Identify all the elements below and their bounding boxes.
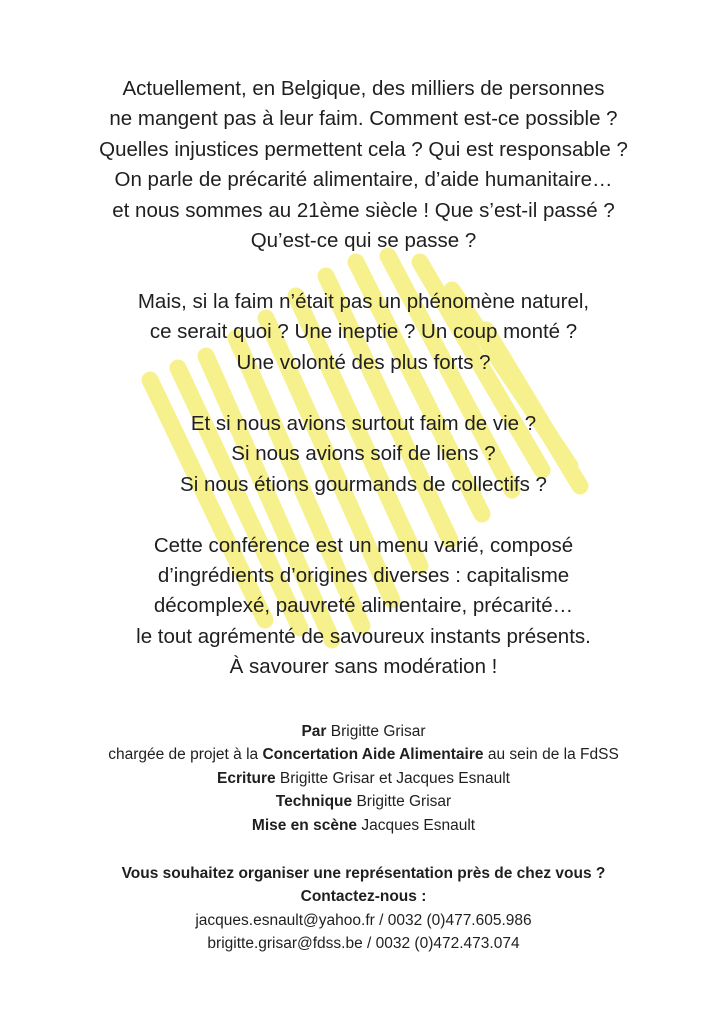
contact-question: Vous souhaitez organiser une représentation près de chez vous ? [121, 865, 606, 882]
text-line: le tout agrémenté de savoureux instants présents. [136, 624, 591, 648]
text-line: Et si nous avions surtout faim de vie ? [190, 411, 537, 435]
contact-line-brigitte: brigitte.grisar@fdss.be / 0032 (0)472.473.074 [207, 935, 520, 953]
credit-label: Technique [275, 793, 353, 811]
credit-author [0, 720, 727, 743]
text-line: Mais, si la faim n’était pas un phénomène naturel, [137, 290, 590, 314]
text-line: Si nous avions soif de liens ? [231, 442, 496, 466]
main-text [0, 74, 727, 713]
paragraph-intro [0, 74, 727, 256]
credit-value: Brigitte Grisar [352, 793, 452, 811]
credit-value: Brigitte Grisar [326, 723, 426, 740]
credit-writing [0, 767, 727, 790]
text-line: Une volonté des plus forts ? [236, 350, 491, 374]
credit-role-prefix: chargée de projet à la [108, 746, 263, 764]
credits-block [0, 720, 727, 837]
credit-role [0, 743, 727, 766]
credit-label: Ecriture [217, 769, 276, 787]
text-line: Actuellement, en Belgique, des milliers de personnes [122, 77, 605, 100]
paragraph-question [0, 287, 727, 378]
credit-value: Jacques Esnault [357, 816, 476, 834]
credit-label: Mise en scène [251, 816, 358, 834]
contact-cta: Contactez-nous : [300, 888, 427, 906]
contact-line-jacques: jacques.esnault@yahoo.fr / 0032 (0)477.605.986 [195, 911, 532, 929]
text-line: et nous sommes au 21ème siècle ! Que s’est-il passé ? [112, 198, 615, 222]
credit-value: Brigitte Grisar et Jacques Esnault [275, 769, 510, 787]
text-line: À savourer sans modération ! [229, 655, 498, 679]
credit-staging [0, 814, 727, 837]
text-line: Qu’est-ce qui se passe ? [250, 229, 477, 253]
paragraph-menu [0, 531, 727, 683]
text-line: décomplexé, pauvreté alimentaire, précarité… [153, 594, 574, 618]
contact-block [0, 862, 727, 956]
text-line: d’ingrédients d’origines diverses : capitalisme [157, 564, 570, 588]
text-line: ce serait quoi ? Une ineptie ? Un coup monté ? [149, 320, 578, 344]
text-line: Cette conférence est un menu varié, composé [153, 533, 574, 557]
credit-role-suffix: au sein de la FdSS [483, 746, 619, 764]
text-line: On parle de précarité alimentaire, d’aide humanitaire… [114, 168, 613, 192]
text-line: Si nous étions gourmands de collectifs ? [180, 472, 547, 496]
text-line: ne mangent pas à leur faim. Comment est-ce possible ? [109, 107, 618, 131]
credit-role-org: Concertation Aide Alimentaire [262, 746, 484, 764]
credit-label: Par [301, 723, 327, 740]
credit-technique [0, 790, 727, 813]
text-line: Quelles injustices permettent cela ? Qui est responsable ? [99, 137, 628, 161]
paragraph-hunger [0, 409, 727, 500]
